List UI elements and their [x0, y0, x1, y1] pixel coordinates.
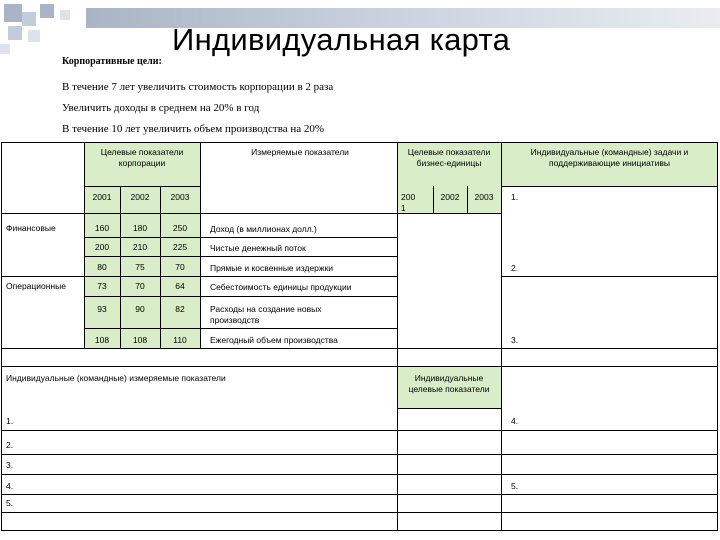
task-number: 4. [511, 416, 519, 426]
grid-line [501, 186, 717, 187]
year-cell: 2003 [170, 192, 190, 202]
row-value: 73 [97, 281, 107, 291]
year-cell: 2002 [130, 192, 150, 202]
row-value: 93 [97, 304, 107, 314]
header-measures: Измеряемые показатели [251, 147, 349, 157]
grid-line [84, 237, 397, 238]
grid-line [1, 366, 717, 367]
grid-line [84, 256, 397, 257]
grid-line [1, 213, 84, 214]
row-value: 90 [135, 304, 145, 314]
bottom-item: 5. [6, 498, 14, 508]
grid-line [1, 530, 718, 531]
decor-square [4, 4, 22, 22]
row-value: 70 [175, 262, 185, 272]
row-value: 180 [132, 223, 148, 233]
row-value: 108 [94, 335, 110, 345]
grid-line [1, 474, 717, 475]
header-tasks: Индивидуальные (командные) задачи и поддерживающие инициативы [530, 147, 689, 168]
row-measure: Доход (в миллионах долл.) [210, 224, 317, 234]
category-operational: Операционные [6, 281, 66, 291]
row-value: 110 [173, 335, 187, 345]
grid-line [501, 348, 717, 349]
task-number: 5. [511, 481, 519, 491]
grid-line [1, 454, 717, 455]
row-value: 200 [94, 242, 110, 252]
row-value: 70 [135, 281, 145, 291]
bu-year-cell: 2002 [440, 192, 460, 202]
bottom-item: 3. [6, 460, 14, 470]
grid-line [501, 142, 502, 531]
decor-square [40, 4, 54, 18]
row-value: 250 [172, 223, 188, 233]
bu-year-cell: 200 1 [401, 192, 416, 213]
grid-line [1, 142, 2, 531]
row-value: 225 [172, 242, 188, 252]
header-corp-targets: Целевые показатели корпорации [100, 147, 184, 168]
header-bu-targets: Целевые показатели бизнес-единицы [407, 147, 491, 168]
goals-label: Корпоративные цели: [62, 56, 162, 67]
row-value: 75 [135, 262, 145, 272]
row-measure: Чистые денежный поток [210, 243, 306, 253]
grid-line [84, 296, 397, 297]
decor-square [8, 26, 22, 40]
decor-square [60, 10, 70, 20]
bottom-item: 2. [6, 440, 14, 450]
goal-item: В течение 7 лет увеличить стоимость корпорации в 2 раза [62, 81, 334, 93]
grid-line [200, 142, 201, 348]
grid-line [1, 430, 717, 431]
task-number: 2. [511, 263, 519, 273]
decor-square [22, 12, 36, 26]
grid-line [1, 494, 717, 495]
year-cell: 2001 [92, 192, 112, 202]
decor-square [28, 30, 40, 42]
row-measure: Себестоимость единицы продукции [210, 282, 352, 292]
row-value: 160 [94, 223, 110, 233]
page-title: Индивидуальная карта [172, 22, 511, 57]
bottom-targets-title: Индивидуальные целевые показатели [408, 373, 490, 394]
grid-line [717, 142, 718, 531]
decor-square [0, 44, 10, 54]
row-value: 80 [97, 262, 107, 272]
grid-line [1, 276, 397, 277]
goal-item: Увеличить доходы в среднем на 20% в год [62, 102, 260, 114]
grid-line [1, 142, 718, 143]
category-financial: Финансовые [6, 223, 56, 233]
goal-item: В течение 10 лет увеличить объем производства на 20% [62, 123, 325, 135]
bottom-measures-title: Индивидуальные (командные) измеряемые показатели [6, 373, 226, 383]
bottom-item: 4. [6, 481, 14, 491]
row-measure: Прямые и косвенные издержки [210, 263, 334, 273]
grid-line [84, 186, 200, 187]
row-value: 210 [132, 242, 148, 252]
row-measure: Расходы на создание новых производств [210, 304, 322, 325]
task-number: 3. [511, 335, 519, 345]
grid-line [1, 512, 717, 513]
grid-line [397, 408, 501, 409]
grid-line [84, 213, 501, 214]
bu-year-cell: 2003 [474, 192, 494, 202]
grid-line [397, 142, 398, 531]
row-value: 82 [175, 304, 185, 314]
task-number: 1. [511, 192, 519, 202]
grid-line [84, 328, 397, 329]
grid-line [501, 276, 717, 277]
row-value: 64 [175, 281, 185, 291]
row-value: 108 [132, 335, 148, 345]
row-measure: Ежегодный объем производства [210, 335, 338, 345]
bottom-item: 1. [6, 416, 14, 426]
